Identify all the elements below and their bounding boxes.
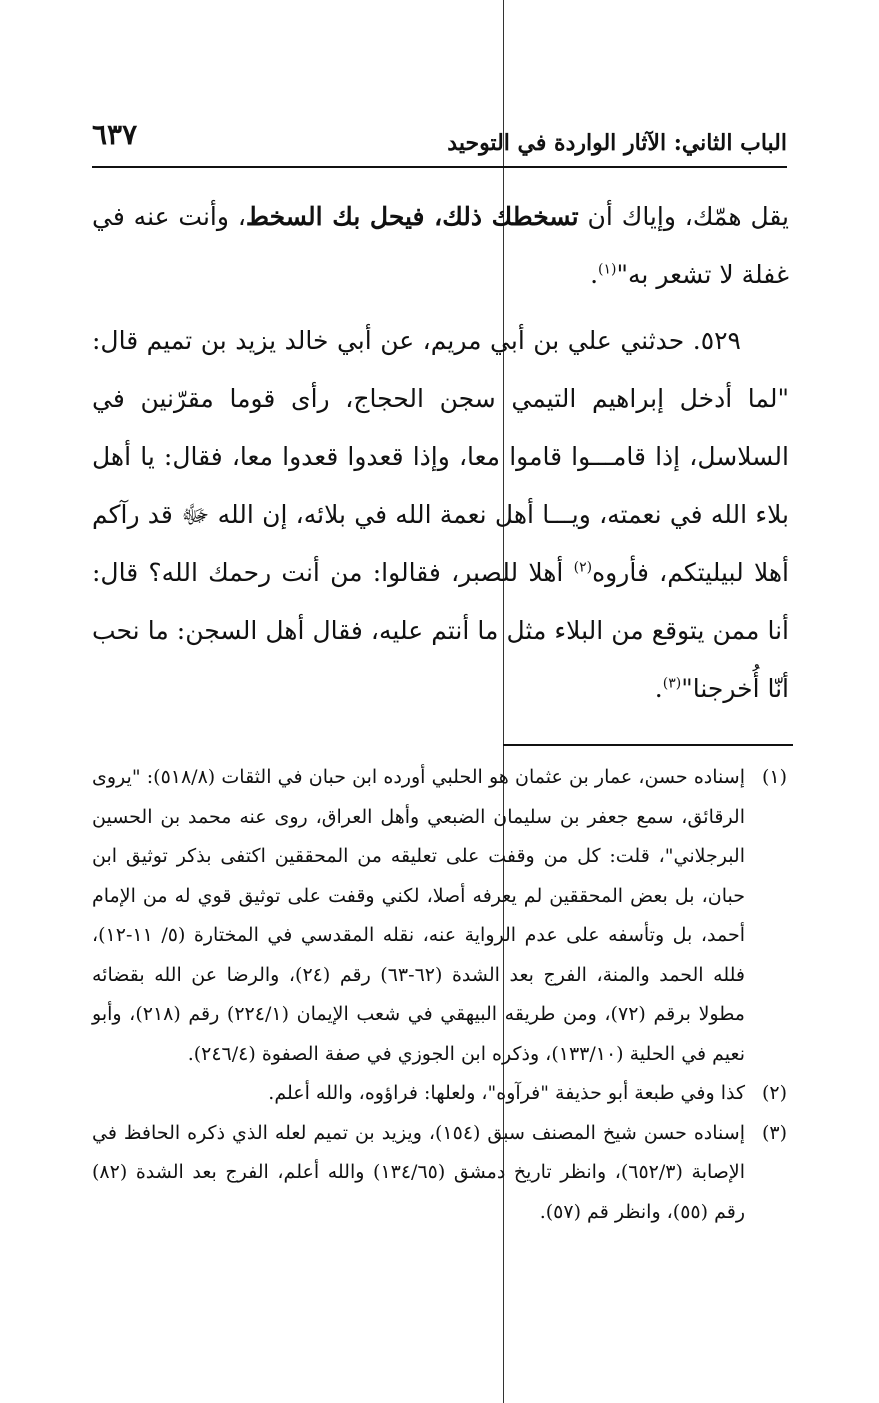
- paragraph-1-text-2: ، وأنت عنه في غفلة لا تشعر به": [92, 202, 789, 289]
- footnote-text: إسناده حسن شيخ المصنف سبق (١٥٤)، ويزيد بن تميم لعله الذي ذكره الحافظ في الإصابة (٦٥٢/٣)، وانظر تاريخ دمشق (١٣٤/٦٥) والله أعلم، الفرج بعد الشدة (٨٢) رقم (٥٥)، وانظر قم (٥٧).: [92, 1121, 746, 1223]
- footnote-number: (١): [761, 766, 787, 788]
- footnote-text: إسناده حسن، عمار بن عثمان هو الحلبي أورده ابن حبان في الثقات (٥١٨/٨): "يروى الرقائق، سمع جعفر بن سليمان الضبعي وأهل العراق، روى عنه محمد بن الحسين البرجلاني"، قلت: كل من وقفت على تعليقه من المحققين اكتفى بذكر توثيق ابن حبان، بل بعض المحققين لم يعرفه أصلا، لكني وقفت على توثيق قوي له من الإمام أحمد، بل وتأسفه على عدم الرواية عنه، نقله المقدسي في المختارة (٥/ ١١-١٢)، فلله الحمد والمنة، الفرج بعد الشدة (٦٢-٦٣) رقم (٢٤)، والرضا عن الله بقضائه مطولا برقم (٧٢)، ومن طريقه البيهقي في شعب الإيمان (٢٢٤/١) رقم (٢١٨)، وأبو نعيم في الحلية (١٣٣/١٠)، وذكره ابن الجوزي في صفة الصفوة (٢٤٦/٤).: [92, 766, 745, 1065]
- chapter-title: الباب الثاني: الآثار الواردة في التوحيد: [447, 130, 787, 156]
- paragraph-1-end: .: [590, 260, 599, 289]
- footnote-separator: [503, 744, 793, 746]
- footnote-text: كذا وفي طبعة أبو حذيفة "فرآوه"، ولعلها: فراؤوه، والله أعلم.: [268, 1082, 745, 1104]
- footnote-number: (٢): [761, 1082, 787, 1104]
- main-text: [92, 188, 789, 718]
- footnote-ref-3[interactable]: (٣): [662, 675, 682, 692]
- footnote-3: [92, 1114, 787, 1233]
- paragraph-529-end: .: [654, 674, 663, 703]
- footnote-2: [92, 1074, 787, 1114]
- paragraph-1: [92, 188, 789, 304]
- paragraph-529: [92, 312, 789, 718]
- footnote-number: (٣): [761, 1121, 787, 1144]
- paragraph-1-text: يقل همّك، وإياك أن: [578, 202, 789, 231]
- paragraph-529-text: ٥٢٩. حدثني علي بن أبي مريم، عن أبي خالد يزيد بن تميم قال: "لما أدخل إبراهيم التيمي سجن الحجاج، رأى قوما مقرّنين في السلاسل، إذا قامـــوا قاموا معا، وإذا قعدوا قعدوا معا، فقال: يا أهل بلاء الله في نعمته، ويـــا أهل نعمة الله في بلائه، إن الله ﷻ قد رآكم أهلا لبيليتكم، فأروه: [92, 326, 789, 587]
- paragraph-1-bold: تسخطك ذلك، فيحل بك السخط: [245, 202, 579, 231]
- footnotes: [92, 758, 787, 1232]
- page-header: [92, 112, 787, 168]
- page-number: ٦٣٧: [92, 118, 138, 151]
- footnote-ref-1[interactable]: (١): [598, 261, 617, 278]
- footnote-1: [92, 758, 787, 1074]
- footnote-ref-2[interactable]: (٢): [573, 559, 593, 576]
- paragraph-529-text-2: أهلا للصبر، فقالوا: من أنت رحمك الله؟ قال: أنا ممن يتوقع من البلاء مثل ما أنتم عليه، فقال أهل السجن: ما نحب أنّا أُخرجنا": [92, 558, 789, 703]
